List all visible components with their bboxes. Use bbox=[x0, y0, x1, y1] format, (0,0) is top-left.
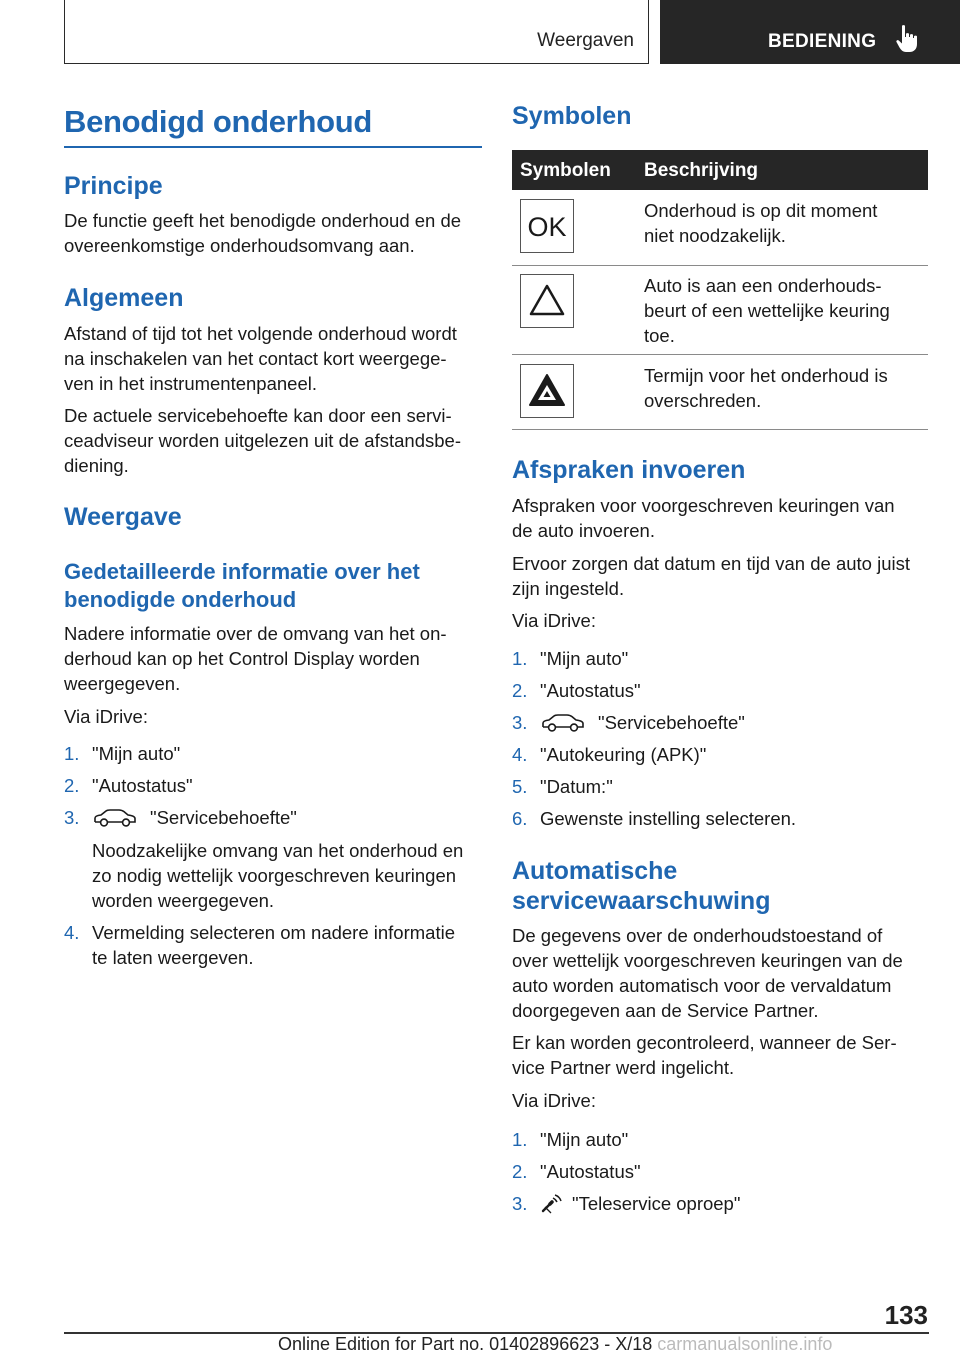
text-line: Er kan worden gecontroleerd, wanneer de Ser‐ bbox=[512, 1032, 897, 1053]
list-text-wrap bbox=[540, 1191, 740, 1216]
list-number: 1. bbox=[64, 743, 80, 764]
list-number: 3. bbox=[512, 1193, 528, 1214]
text-line: Nadere informatie over de omvang van het on‐ bbox=[64, 623, 447, 644]
weergave-heading: Weergave bbox=[64, 503, 182, 531]
list-text: "Autostatus" bbox=[540, 1161, 641, 1182]
footer-edition bbox=[278, 1334, 832, 1355]
list-number: 1. bbox=[512, 648, 528, 669]
list-number: 2. bbox=[512, 1161, 528, 1182]
list-text: "Mijn auto" bbox=[540, 1129, 629, 1150]
teleservice-icon bbox=[540, 1194, 562, 1214]
symbol-table-header bbox=[512, 150, 928, 190]
car-icon bbox=[540, 713, 586, 733]
text-line: Vermelding selecteren om nadere informatie bbox=[92, 922, 455, 943]
text-line: toe. bbox=[644, 325, 675, 346]
list-text: "Autostatus" bbox=[540, 680, 641, 701]
table-row-description bbox=[644, 273, 924, 348]
automatische-paragraph-1 bbox=[512, 923, 903, 1023]
list-text: "Mijn auto" bbox=[92, 743, 181, 764]
algemeen-heading: Algemeen bbox=[64, 284, 184, 312]
via-idrive-label: Via iDrive: bbox=[64, 706, 148, 727]
list-text: "Mijn auto" bbox=[540, 648, 629, 669]
ok-symbol-icon bbox=[520, 199, 574, 253]
text-line: niet noodzakelijk. bbox=[644, 225, 786, 246]
via-idrive-label: Via iDrive: bbox=[512, 1090, 596, 1111]
list-number: 4. bbox=[64, 922, 80, 943]
page-title: Benodigd onderhoud bbox=[64, 104, 372, 139]
text-line: Noodzakelijke omvang van het onderhoud en bbox=[92, 840, 464, 861]
text-line: doorgegeven aan de Service Partner. bbox=[512, 1000, 819, 1021]
table-header-beschrijving: Beschrijving bbox=[644, 160, 759, 181]
list-number: 6. bbox=[512, 808, 528, 829]
list-number: 2. bbox=[64, 775, 80, 796]
table-row-divider bbox=[512, 265, 928, 266]
text-line: Auto is aan een onderhouds‐ bbox=[644, 275, 882, 296]
warning-triangle-filled-icon bbox=[520, 364, 574, 418]
text-line: weergegeven. bbox=[64, 673, 181, 694]
text-line: Afstand of tijd tot het volgende onderhoud wordt bbox=[64, 323, 457, 344]
list-text-wrap bbox=[92, 805, 297, 830]
afspraken-paragraph-1 bbox=[512, 493, 895, 543]
text-line: De functie geeft het benodigde onderhoud en de bbox=[64, 210, 462, 231]
text-line: zijn ingesteld. bbox=[512, 578, 625, 599]
text-line: diening. bbox=[64, 455, 129, 476]
text-line: zo nodig wettelijk voorgeschreven keuringen bbox=[92, 865, 457, 886]
text-line: Gedetailleerde informatie over het bbox=[64, 559, 420, 584]
hand-pointer-icon bbox=[895, 24, 919, 54]
list-text: "Servicebehoefte" bbox=[150, 807, 297, 828]
text-line: derhoud kan op het Control Display worden bbox=[64, 648, 420, 669]
list-number: 3. bbox=[512, 712, 528, 733]
list-text bbox=[92, 920, 487, 970]
automatische-paragraph-2 bbox=[512, 1030, 897, 1080]
principe-heading: Principe bbox=[64, 172, 163, 200]
table-row-divider bbox=[512, 429, 928, 430]
list-text: "Autokeuring (APK)" bbox=[540, 744, 707, 765]
list-number: 1. bbox=[512, 1129, 528, 1150]
list-text: "Autostatus" bbox=[92, 775, 193, 796]
via-idrive-label: Via iDrive: bbox=[512, 610, 596, 631]
list-number: 4. bbox=[512, 744, 528, 765]
text-line: De gegevens over de onderhoudstoestand of bbox=[512, 925, 883, 946]
ok-symbol-text: OK bbox=[527, 212, 567, 242]
list-text-wrap bbox=[540, 710, 745, 735]
table-row-description bbox=[644, 363, 924, 413]
algemeen-paragraph-2 bbox=[64, 403, 461, 478]
algemeen-paragraph-1 bbox=[64, 321, 457, 396]
text-line: worden weergegeven. bbox=[92, 890, 275, 911]
header-section-box bbox=[64, 0, 649, 64]
text-line: over wettelijk voorgeschreven keuringen van de bbox=[512, 950, 903, 971]
warning-triangle-icon bbox=[520, 274, 574, 328]
list-item-note bbox=[92, 838, 463, 913]
text-line: ven in het instrumentenpaneel. bbox=[64, 373, 318, 394]
symbolen-heading: Symbolen bbox=[512, 102, 632, 130]
list-text: "Datum:" bbox=[540, 776, 613, 797]
table-row-description bbox=[644, 198, 924, 248]
list-number: 5. bbox=[512, 776, 528, 797]
afspraken-paragraph-2 bbox=[512, 551, 910, 601]
text-line: de auto invoeren. bbox=[512, 520, 655, 541]
automatische-heading bbox=[512, 856, 770, 916]
list-text: Gewenste instelling selecteren. bbox=[540, 808, 797, 829]
text-line: vice Partner werd ingelicht. bbox=[512, 1057, 735, 1078]
header-section-title: Weergaven bbox=[537, 30, 634, 51]
title-rule bbox=[64, 146, 482, 148]
text-line: Afspraken voor voorgeschreven keuringen van bbox=[512, 495, 895, 516]
car-icon bbox=[92, 808, 138, 828]
text-line: na inschakelen van het contact kort weergege‐ bbox=[64, 348, 447, 369]
text-line: overschreden. bbox=[644, 390, 762, 411]
text-line: auto worden automatisch voor de vervaldatum bbox=[512, 975, 892, 996]
text-line: servicewaarschuwing bbox=[512, 887, 771, 915]
header-chapter-title: BEDIENING bbox=[768, 31, 877, 52]
watermark: carmanualsonline.info bbox=[657, 1334, 833, 1354]
list-text: "Servicebehoefte" bbox=[598, 712, 745, 733]
text-line: Ervoor zorgen dat datum en tijd van de auto juist bbox=[512, 553, 910, 574]
footer-edition-text: Online Edition for Part no. 01402896623 - X/18 bbox=[278, 1334, 653, 1354]
text-line: beurt of een wettelijke keuring bbox=[644, 300, 890, 321]
text-line: Automatische bbox=[512, 857, 678, 885]
text-line: te laten weergeven. bbox=[92, 947, 254, 968]
list-number: 3. bbox=[64, 807, 80, 828]
table-header-symbolen: Symbolen bbox=[520, 160, 611, 181]
text-line: benodigde onderhoud bbox=[64, 587, 297, 612]
table-row-divider bbox=[512, 354, 928, 355]
list-number: 2. bbox=[512, 680, 528, 701]
text-line: Termijn voor het onderhoud is bbox=[644, 365, 888, 386]
text-line: De actuele servicebehoefte kan door een servi‐ bbox=[64, 405, 452, 426]
weergave-subheading bbox=[64, 558, 420, 614]
page-number: 133 bbox=[884, 1300, 928, 1330]
afspraken-heading: Afspraken invoeren bbox=[512, 456, 746, 484]
principe-text bbox=[64, 208, 461, 258]
text-line: Onderhoud is op dit moment bbox=[644, 200, 878, 221]
text-line: overeenkomstige onderhoudsomvang aan. bbox=[64, 235, 415, 256]
header-chapter-box bbox=[660, 0, 960, 64]
weergave-text bbox=[64, 621, 447, 696]
text-line: ceadviseur worden uitgelezen uit de afstandsbe‐ bbox=[64, 430, 461, 451]
list-text: "Teleservice oproep" bbox=[572, 1193, 741, 1214]
